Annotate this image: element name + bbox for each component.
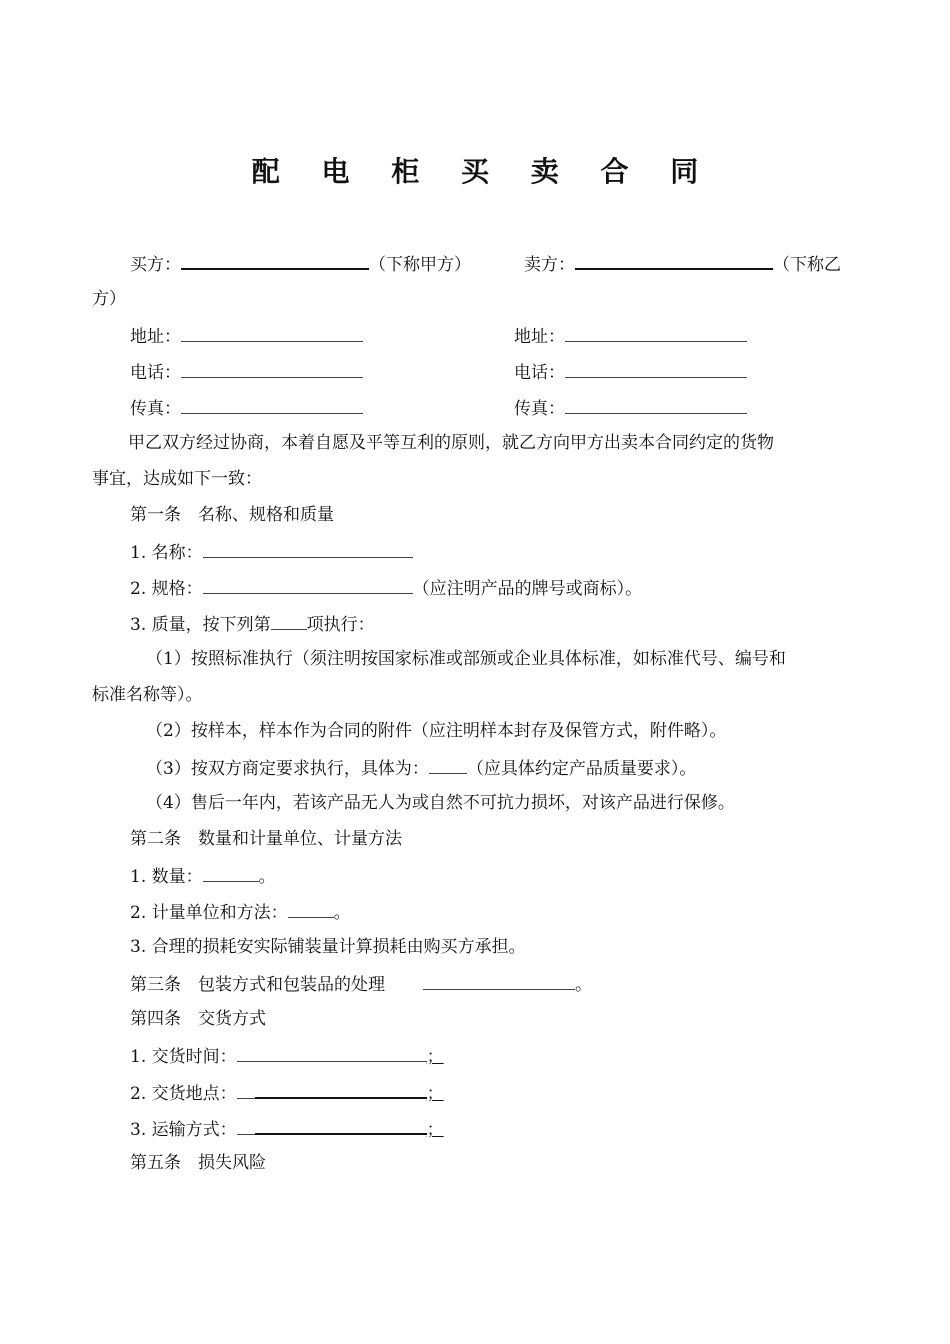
- unit-method-label: 2. 计量单位和方法：: [130, 903, 288, 923]
- quality-option-1-line-1: （1）按照标准执行（须注明按国家标准或部颁或企业具体标准，如标准代号、编号和: [146, 649, 786, 669]
- quality-option-field[interactable]: [271, 611, 307, 630]
- unit-method-suffix: 。: [333, 903, 351, 923]
- delivery-place-lead: [237, 1080, 255, 1099]
- quality-requirement-field[interactable]: [429, 755, 467, 774]
- article-4-heading: 第四条 交货方式: [130, 1009, 266, 1029]
- buyer-address-label: 地址：: [130, 327, 181, 347]
- seller-phone-line: [514, 359, 747, 385]
- packaging-field[interactable]: [423, 971, 575, 990]
- buyer-phone-field[interactable]: [181, 359, 363, 378]
- article-2-item-2: [130, 899, 351, 925]
- quality-option-3-label: （3）按双方商定要求执行，具体为：: [146, 759, 429, 779]
- product-spec-field[interactable]: [203, 575, 413, 594]
- seller-fax-line: [514, 395, 747, 421]
- quality-label: 3. 质量，按下列第: [130, 615, 271, 635]
- article-2-heading: 第二条 数量和计量单位、计量方法: [130, 829, 402, 849]
- buyer-fax-field[interactable]: [181, 395, 363, 414]
- seller-fax-field[interactable]: [565, 395, 747, 414]
- article-1-heading: 第一条 名称、规格和质量: [130, 505, 334, 525]
- product-name-field[interactable]: [203, 539, 413, 558]
- seller-suffix: （下称乙: [773, 255, 841, 275]
- article-1-item-2: [130, 575, 642, 601]
- article-2-item-3: 3. 合理的损耗安实际铺装量计算损耗由购买方承担。: [130, 937, 526, 957]
- quality-option-1-line-2: 标准名称等）。: [92, 685, 203, 705]
- article-1-item-1: [130, 539, 413, 565]
- delivery-place-field[interactable]: [255, 1079, 427, 1099]
- article-4-item-2: [130, 1079, 444, 1106]
- delivery-time-label: 1. 交货时间：: [130, 1047, 237, 1067]
- article-3-heading: 第三条 包装方式和包装品的处理: [130, 975, 385, 995]
- quality-suffix: 项执行：: [306, 615, 375, 635]
- article-4-item-1: [130, 1043, 444, 1069]
- unit-method-field[interactable]: [288, 899, 334, 918]
- seller-fax-label: 传真：: [514, 399, 565, 419]
- seller-name-field[interactable]: [575, 250, 773, 270]
- quantity-suffix: 。: [258, 867, 276, 887]
- buyer-phone-label: 电话：: [130, 363, 181, 383]
- quality-option-4: （4）售后一年内，若该产品无人为或自然不可抗力损坏，对该产品进行保修。: [146, 793, 735, 813]
- buyer-suffix: （下称甲方）: [369, 255, 471, 275]
- quantity-field[interactable]: [203, 863, 259, 882]
- transport-lead: [237, 1116, 255, 1135]
- document-title: 配 电 柜 买 卖 合 同: [251, 155, 715, 188]
- seller-suffix-wrap: 方）: [92, 289, 126, 309]
- seller-address-line: [514, 323, 747, 349]
- article-5-heading: 第五条 损失风险: [130, 1153, 266, 1173]
- article-3-line: [130, 971, 592, 997]
- quality-option-3-suffix: （应具体约定产品质量要求）。: [466, 759, 697, 779]
- seller-label: 卖方：: [524, 255, 575, 275]
- intro-line-2: 事宜，达成如下一致：: [92, 469, 262, 489]
- seller-phone-label: 电话：: [514, 363, 565, 383]
- seller-address-field[interactable]: [565, 323, 747, 342]
- spec-label: 2. 规格：: [130, 579, 203, 599]
- buyer-address-field[interactable]: [181, 323, 363, 342]
- article-1-item-3: [130, 611, 375, 637]
- transport-method-field[interactable]: [255, 1115, 427, 1135]
- article-2-item-1: [130, 863, 276, 889]
- quality-option-2: （2）按样本，样本作为合同的附件（应注明样本封存及保管方式，附件略）。: [146, 721, 727, 741]
- buyer-label: 买方：: [130, 255, 181, 275]
- article-4-item-3: [130, 1115, 444, 1142]
- quantity-label: 1. 数量：: [130, 867, 203, 887]
- name-label: 1. 名称：: [130, 543, 203, 563]
- buyer-phone-line: [130, 359, 363, 385]
- buyer-address-line: [130, 323, 363, 349]
- delivery-place-semicolon: ；: [426, 1084, 444, 1104]
- seller-line: [524, 250, 841, 277]
- article-3-suffix: 。: [575, 975, 592, 995]
- spec-suffix: （应注明产品的牌号或商标）。: [412, 579, 643, 599]
- buyer-fax-label: 传真：: [130, 399, 181, 419]
- buyer-fax-line: [130, 395, 363, 421]
- quality-option-3: [146, 755, 696, 781]
- buyer-seller-line: [130, 250, 471, 277]
- buyer-name-field[interactable]: [181, 250, 369, 270]
- delivery-time-semicolon: ；: [426, 1047, 444, 1067]
- seller-phone-field[interactable]: [565, 359, 747, 378]
- seller-address-label: 地址：: [514, 327, 565, 347]
- transport-semicolon: ；: [426, 1120, 444, 1140]
- delivery-place-label: 2. 交货地点：: [130, 1084, 237, 1104]
- transport-label: 3. 运输方式：: [130, 1120, 237, 1140]
- intro-line-1: 甲乙双方经过协商，本着自愿及平等互利的原则，就乙方向甲方出卖本合同约定的货物: [128, 433, 774, 453]
- delivery-time-field[interactable]: [237, 1043, 427, 1062]
